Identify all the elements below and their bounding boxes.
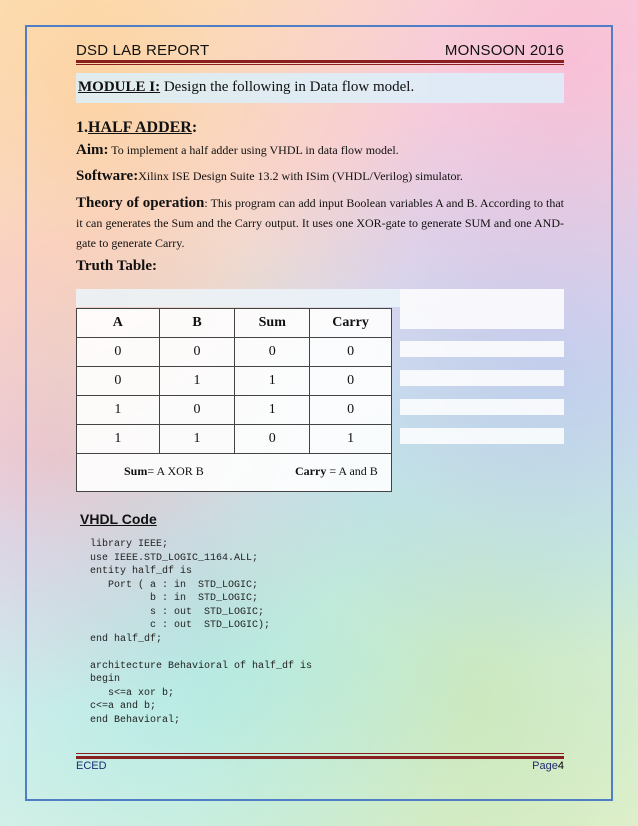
table-cell: 0 xyxy=(235,338,310,367)
column-header-b: B xyxy=(159,309,235,338)
table-cell: 1 xyxy=(159,367,235,396)
table-cell: 1 xyxy=(77,396,160,425)
theory-label: Theory of operation xyxy=(76,195,205,211)
truth-table-shade xyxy=(76,289,400,307)
theory-paragraph xyxy=(76,193,564,253)
table-cell: 0 xyxy=(235,425,310,454)
table-cell: 1 xyxy=(77,425,160,454)
table-cell: 1 xyxy=(159,425,235,454)
software-label: Software: xyxy=(76,168,139,184)
table-cell: 1 xyxy=(235,396,310,425)
page-header xyxy=(76,37,564,59)
software-paragraph xyxy=(76,166,564,186)
table-row xyxy=(77,338,392,367)
truth-table-title: Truth Table: xyxy=(76,258,157,274)
side-strip xyxy=(400,341,564,357)
truth-table xyxy=(76,308,392,454)
table-cell: 0 xyxy=(310,338,392,367)
table-cell: 1 xyxy=(235,367,310,396)
module-text: Design the following in Data flow model. xyxy=(160,79,415,95)
footer-page xyxy=(532,760,564,772)
side-strip xyxy=(400,370,564,386)
footer-rule-thin xyxy=(76,753,564,754)
theory-text: : This program can add input Boolean variables A and B. According to that it can generates the Sum and the Carry output. It uses one XOR-gate to generate SUM and one AND-gate to generate Carry. xyxy=(76,196,564,250)
table-cell: 1 xyxy=(310,425,392,454)
table-header-row xyxy=(77,309,392,338)
table-cell: 0 xyxy=(159,396,235,425)
module-label: MODULE I: xyxy=(78,79,161,95)
table-cell: 0 xyxy=(77,338,160,367)
footer-rule xyxy=(76,756,564,759)
sum-expression: = A XOR B xyxy=(147,464,204,478)
table-cell: 0 xyxy=(159,338,235,367)
formula-box xyxy=(76,454,392,492)
aim-paragraph xyxy=(76,140,564,160)
carry-formula xyxy=(295,464,378,479)
header-title: DSD LAB REPORT xyxy=(76,42,210,59)
aim-label: Aim: xyxy=(76,142,109,158)
table-row xyxy=(77,396,392,425)
side-strip xyxy=(400,428,564,444)
side-strip xyxy=(400,289,564,329)
column-header-sum: Sum xyxy=(235,309,310,338)
section-colon: : xyxy=(191,119,198,136)
column-header-carry: Carry xyxy=(310,309,392,338)
header-rule xyxy=(76,60,564,63)
table-row xyxy=(77,367,392,396)
vhdl-code-title: VHDL Code xyxy=(80,511,157,527)
section-number: 1. xyxy=(76,119,88,136)
table-cell: 0 xyxy=(310,396,392,425)
table-row xyxy=(77,425,392,454)
column-header-a: A xyxy=(77,309,160,338)
vhdl-code-block: library IEEE; use IEEE.STD_LOGIC_1164.ALL; entity half_df is Port ( a : in STD_LOGIC; b : in STD_LOGIC; s : out STD_LOGIC; c : out STD_LOGIC); end half_df; architecture Behavioral of half_df is begin s<=a xor b; c<=a and b; end Behavioral; xyxy=(90,539,313,726)
section-name: HALF ADDER xyxy=(88,119,192,136)
carry-expression: = A and B xyxy=(326,464,378,478)
footer-department: ECED xyxy=(76,760,107,772)
table-cell: 0 xyxy=(77,367,160,396)
sum-label: Sum xyxy=(124,464,148,478)
aim-text: To implement a half adder using VHDL in data flow model. xyxy=(108,143,399,157)
header-term: MONSOON 2016 xyxy=(444,42,564,59)
table-cell: 0 xyxy=(310,367,392,396)
sum-formula xyxy=(124,464,204,479)
software-text: Xilinx ISE Design Suite 13.2 with ISim (VHDL/Verilog) simulator. xyxy=(138,169,463,183)
footer-page-label: Page xyxy=(532,760,558,772)
carry-label: Carry xyxy=(295,464,327,478)
page-footer xyxy=(76,760,564,772)
section-title xyxy=(76,119,197,137)
side-strip xyxy=(400,399,564,415)
footer-page-number: 4 xyxy=(557,760,564,772)
header-rule-thin xyxy=(76,64,564,65)
module-heading xyxy=(76,73,564,103)
